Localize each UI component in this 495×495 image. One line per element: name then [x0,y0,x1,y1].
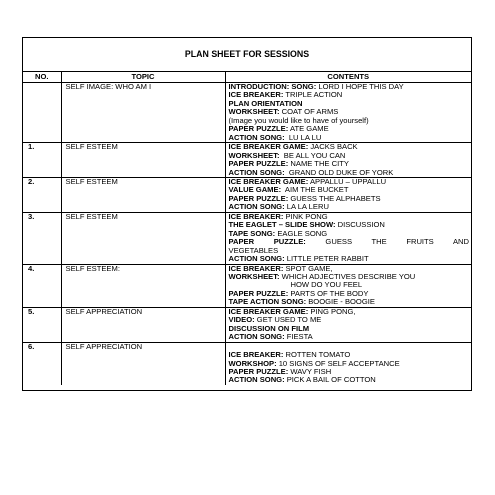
activity-label: PLAN ORIENTATION [228,98,303,108]
activity-label: THE EAGLET – SLIDE SHOW: [228,220,336,230]
session-topic: SELF IMAGE: WHO AM I [61,83,225,143]
activity-label: ICE BREAKER GAME: [228,307,309,316]
activity-label: PAPER PUZZLE: [228,124,289,134]
session-topic: SELF ESTEEM [61,143,225,178]
content-line [229,169,470,177]
activity-detail: DISCUSSION [335,220,385,230]
session-row [23,212,471,264]
activity-label: WORKSHEET: [228,271,280,281]
activity-detail: 10 SIGNS OF SELF ACCEPTANCE [276,358,400,368]
activity-detail: EAGLE SONG [275,228,328,238]
content-line [229,134,470,142]
activity-label: ICE BREAKER: [228,350,284,360]
activity-label: WORKSHEET: [228,107,280,117]
header-topic: TOPIC [61,72,225,83]
activity-detail: GET USED TO ME [254,315,322,325]
activity-detail: COAT OF ARMS [279,107,339,117]
session-topic: SELF APPRECIATION [61,307,225,342]
activity-detail: WHICH ADJECTIVES DESCRIBE YOU [279,271,416,281]
activity-detail: JACKS BACK [308,142,358,152]
session-row [23,264,471,307]
session-number: 6. [23,342,61,385]
header-contents: CONTENTS [225,72,471,83]
activity-label: PAPER PUZZLE: [228,237,306,247]
activity-label: ICE BREAKER: [228,212,284,221]
activity-label: ICE BREAKER: [228,264,284,273]
activity-label: WORKSHEET: [228,150,280,160]
activity-detail: AIM THE BUCKET [281,185,349,195]
activity-label: ACTION SONG: [228,132,285,142]
activity-detail: APPALLU – UPPALLU [308,177,387,186]
activity-detail: ATE GAME [288,124,329,134]
activity-label: PAPER PUZZLE: [228,366,289,376]
activity-label: PAPER PUZZLE: [228,193,289,203]
activity-label: ACTION SONG: [228,202,285,212]
session-row [23,143,471,178]
session-topic: SELF ESTEEM [61,212,225,264]
session-topic: SELF ESTEEM [61,177,225,212]
session-number: 2. [23,177,61,212]
session-number: 4. [23,264,61,307]
content-line [229,376,470,384]
session-row [23,307,471,342]
activity-detail: GRAND OLD DUKE OF YORK [284,167,394,177]
header-no: NO. [23,72,61,83]
session-contents [225,83,471,143]
activity-detail: GUESS THE FRUITS AND [305,237,469,247]
activity-detail: LITTLE PETER RABBIT [284,254,369,264]
activity-detail: VEGETABLES [228,245,279,255]
activity-detail: NAME THE CITY [288,159,349,169]
activity-detail: FIESTA [284,332,313,342]
activity-detail: LORD I HOPE THIS DAY [316,82,404,91]
activity-label: VALUE GAME: [228,185,282,195]
session-contents [225,143,471,178]
activity-label: DISCUSSION ON FILM [228,323,310,333]
activity-label: ACTION SONG: [228,332,285,342]
session-contents [225,264,471,307]
activity-label: TAPE SONG: [228,228,276,238]
activity-detail: LA LA LERU [284,202,329,212]
activity-label: ICE BREAKER GAME: [228,142,309,152]
activity-label: INTRODUCTION: SONG: [228,82,317,91]
session-number: 5. [23,307,61,342]
session-number: 1. [23,143,61,178]
activity-detail: SPOT GAME, [283,264,333,273]
activity-detail: PING PONG, [308,307,356,316]
session-number: 3. [23,212,61,264]
plan-sheet [22,37,472,391]
activity-detail: PARTS OF THE BODY [288,288,369,298]
header-row [23,72,471,83]
activity-detail: ROTTEN TOMATO [283,350,351,360]
activity-label: WORKSHOP: [228,358,277,368]
session-contents [225,307,471,342]
session-row [23,83,471,143]
session-number [23,83,61,143]
sessions-table [23,72,471,385]
activity-detail: HOW DO YOU FEEL [290,280,363,290]
activity-detail: LU LA LU [284,132,322,142]
activity-label: TAPE ACTION SONG: [228,297,307,307]
activity-detail: TRIPLE ACTION [283,90,343,100]
activity-label: PAPER PUZZLE: [228,159,289,169]
content-line [229,333,470,341]
activity-label: ICE BREAKER GAME: [228,177,309,186]
session-row [23,342,471,385]
session-contents [225,212,471,264]
session-topic: SELF APPRECIATION [61,342,225,385]
session-contents [225,177,471,212]
activity-label: ACTION SONG: [228,254,285,264]
activity-label: PAPER PUZZLE: [228,288,289,298]
activity-detail: BOOGIE - BOOGIE [306,297,375,307]
activity-label: VIDEO: [228,315,255,325]
content-line [229,255,470,263]
session-row [23,177,471,212]
activity-detail: PICK A BAIL OF COTTON [284,375,376,385]
activity-detail: (Image you would like to have of yourself) [228,115,369,125]
activity-detail: GUESS THE ALPHABETS [288,193,381,203]
content-line [229,298,470,306]
activity-detail: BE ALL YOU CAN [279,150,346,160]
activity-detail: WAVY FISH [288,366,332,376]
content-line [229,203,470,211]
sheet-title: PLAN SHEET FOR SESSIONS [23,38,471,72]
activity-label: ICE BREAKER: [228,90,284,100]
activity-label: ACTION SONG: [228,375,285,385]
activity-label: ACTION SONG: [228,167,285,177]
activity-detail: PINK PONG [283,212,328,221]
session-contents [225,342,471,385]
session-topic: SELF ESTEEM: [61,264,225,307]
